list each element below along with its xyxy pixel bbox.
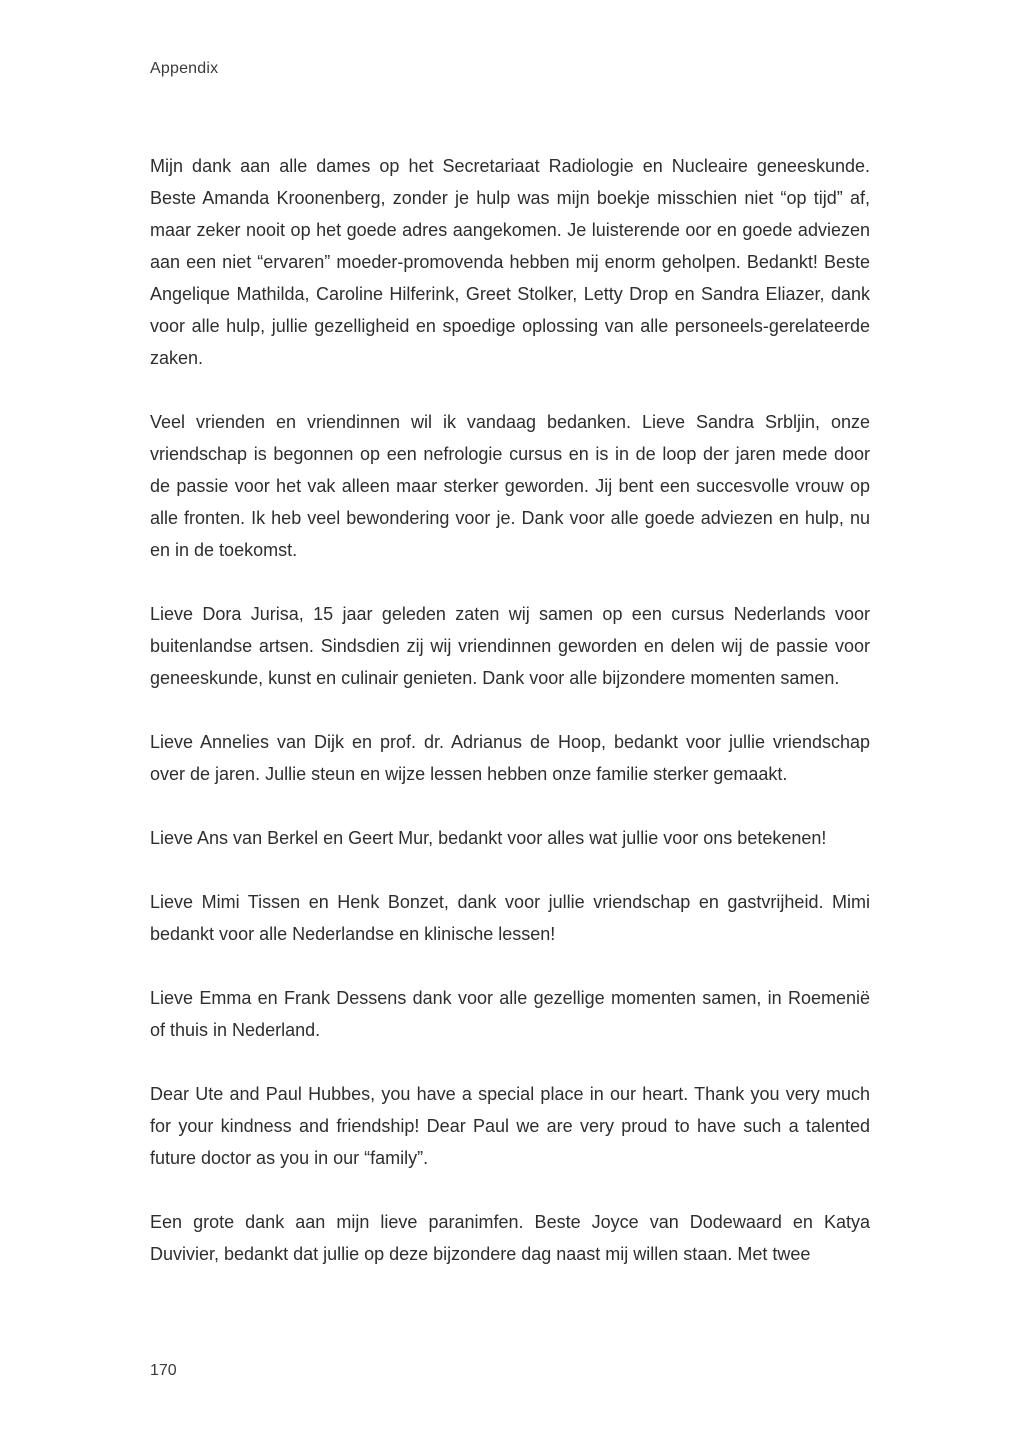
- paragraph-annelies: Lieve Annelies van Dijk en prof. dr. Adrianus de Hoop, bedankt voor jullie vriendschap over de jaren. Jullie steun en wijze lessen hebben onze familie sterker gemaakt.: [150, 732, 870, 784]
- paragraph-ans: Lieve Ans van Berkel en Geert Mur, bedankt voor alles wat jullie voor ons betekenen!: [150, 828, 827, 848]
- running-header: Appendix: [150, 60, 219, 77]
- body-text: [150, 150, 870, 1270]
- paragraph-ute: Dear Ute and Paul Hubbes, you have a special place in our heart. Thank you very much for your kindness and friendship! Dear Paul we are very proud to have such a talented future doctor as you in our “family”.: [150, 1084, 870, 1168]
- paragraph-dora: Lieve Dora Jurisa, 15 jaar geleden zaten wij samen op een cursus Nederlands voor buitenlandse artsen. Sindsdien zij wij vriendinnen geworden en delen wij de passie voor geneeskunde, kunst en culinair genieten. Dank voor alle bijzondere momenten samen.: [150, 604, 870, 688]
- paragraph-emma: Lieve Emma en Frank Dessens dank voor alle gezellige momenten samen, in Roemenië of thuis in Nederland.: [150, 988, 870, 1040]
- paragraph-secretariaat: Mijn dank aan alle dames op het Secretariaat Radiologie en Nucleaire geneeskunde. Beste Amanda Kroonenberg, zonder je hulp was mijn boekje misschien niet “op tijd” af, maar zeker nooit op het goede adres aangekomen. Je luisterende oor en goede adviezen aan een niet “ervaren” moeder-promovenda hebben mij enorm geholpen. Bedankt! Beste Angelique Mathilda, Caroline Hilferink, Greet Stolker, Letty Drop en Sandra Eliazer, dank voor alle hulp, jullie gezelligheid en spoedige oplossing van alle personeels-gerelateerde zaken.: [150, 156, 870, 368]
- paragraph-mimi: Lieve Mimi Tissen en Henk Bonzet, dank voor jullie vriendschap en gastvrijheid. Mimi bedankt voor alle Nederlandse en klinische lessen!: [150, 892, 870, 944]
- page-number: 170: [150, 1362, 177, 1379]
- paragraph-vrienden: Veel vrienden en vriendinnen wil ik vandaag bedanken. Lieve Sandra Srbljin, onze vriendschap is begonnen op een nefrologie cursus en is in de loop der jaren mede door de passie voor het vak alleen maar sterker geworden. Jij bent een succesvolle vrouw op alle fronten. Ik heb veel bewondering voor je. Dank voor alle goede adviezen en hulp, nu en in de toekomst.: [150, 412, 870, 560]
- paragraph-paranimfen: Een grote dank aan mijn lieve paranimfen. Beste Joyce van Dodewaard en Katya Duvivier, bedankt dat jullie op deze bijzondere dag naast mij willen staan. Met twee: [150, 1212, 870, 1264]
